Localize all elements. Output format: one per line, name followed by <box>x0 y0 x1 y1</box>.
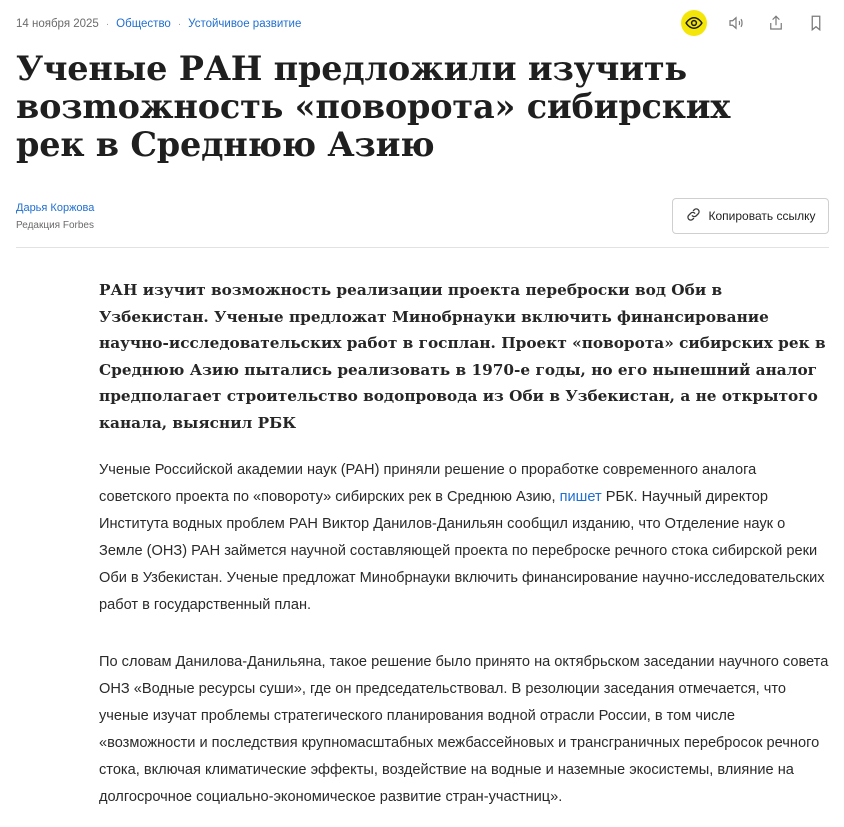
eye-icon <box>685 14 703 32</box>
listen-button[interactable] <box>722 9 750 37</box>
link-icon <box>686 207 701 225</box>
publish-date: 14 ноября 2025 <box>16 18 99 30</box>
category-link-society[interactable]: Общество <box>116 18 171 30</box>
share-icon <box>767 14 785 32</box>
author-organization: Редакция Forbes <box>16 220 94 231</box>
bookmark-icon <box>808 14 824 32</box>
article-paragraph-1 <box>99 457 829 619</box>
author-block <box>16 200 94 234</box>
article-paragraph-2: По словам Данилова-Данильяна, такое решение было принято на октябрьском заседании научного совета ОНЗ «Водные ресурсы суши», где он председательствовал. В резолюции заседания отмечается, что ученые изучат проблемы стратегического планирования водной отрасли России, в том числе «возможности и последствия крупномасштабных межбассейновых и трансграничных перебросок речного стока, включая климатические эффекты, воздействие на водные и наземные экосистемы, влияние на долгосрочное социально-экономическое развитие стран-участниц». <box>99 654 829 805</box>
author-link[interactable]: Дарья Коржова <box>16 202 95 214</box>
meta-separator: · <box>105 18 110 30</box>
bookmark-button[interactable] <box>802 9 830 37</box>
view-mode-button[interactable] <box>681 10 707 36</box>
copy-link-label: Копировать ссылку <box>708 209 816 223</box>
article-title: Ученые РАН предложили изучить возmожность «поворота» сибирских рек в Среднюю Азию <box>16 49 731 164</box>
category-link-sustainable[interactable]: Устойчивое развитие <box>188 18 302 30</box>
share-button[interactable] <box>762 9 790 37</box>
source-link[interactable]: пишет <box>559 489 602 505</box>
article-lead: РАН изучит возможность реализации проекта переброски вод Оби в Узбекистан. Ученые предложат Минобрнауки включить финансирование научно-исследовательских работ в госплан. Проект «поворота» сибирских рек в Среднюю Азию пытались реализовать в 1970-е годы, но его нынешний аналог предполагает строительство водопровода из Оби в Узбекистан, а не открытого канала, выяснил РБК <box>99 281 826 432</box>
paragraph-text: Ученые Российской академии наук (РАН) приняли решение о проработке современного аналога советского проекта по «повороту» сибирских рек в Среднюю Азию, <box>99 462 757 505</box>
audio-icon <box>727 14 745 32</box>
paragraph-text: РБК. Научный директор Института водных проблем РАН Виктор Данилов-Данильян сообщил изданию, что Отделение наук о Земле (ОНЗ) РАН займется научной составляющей проекта по переброске речного стока сибирской реки Оби в Узбекистан. Ученые предложат Минобрнауки включить финансирование научно-исследовательских работ в государственный план. <box>99 489 825 613</box>
copy-link-button[interactable] <box>672 198 829 234</box>
article-toolbar <box>681 9 830 37</box>
header-divider <box>16 247 829 248</box>
meta-separator: · <box>177 18 182 30</box>
